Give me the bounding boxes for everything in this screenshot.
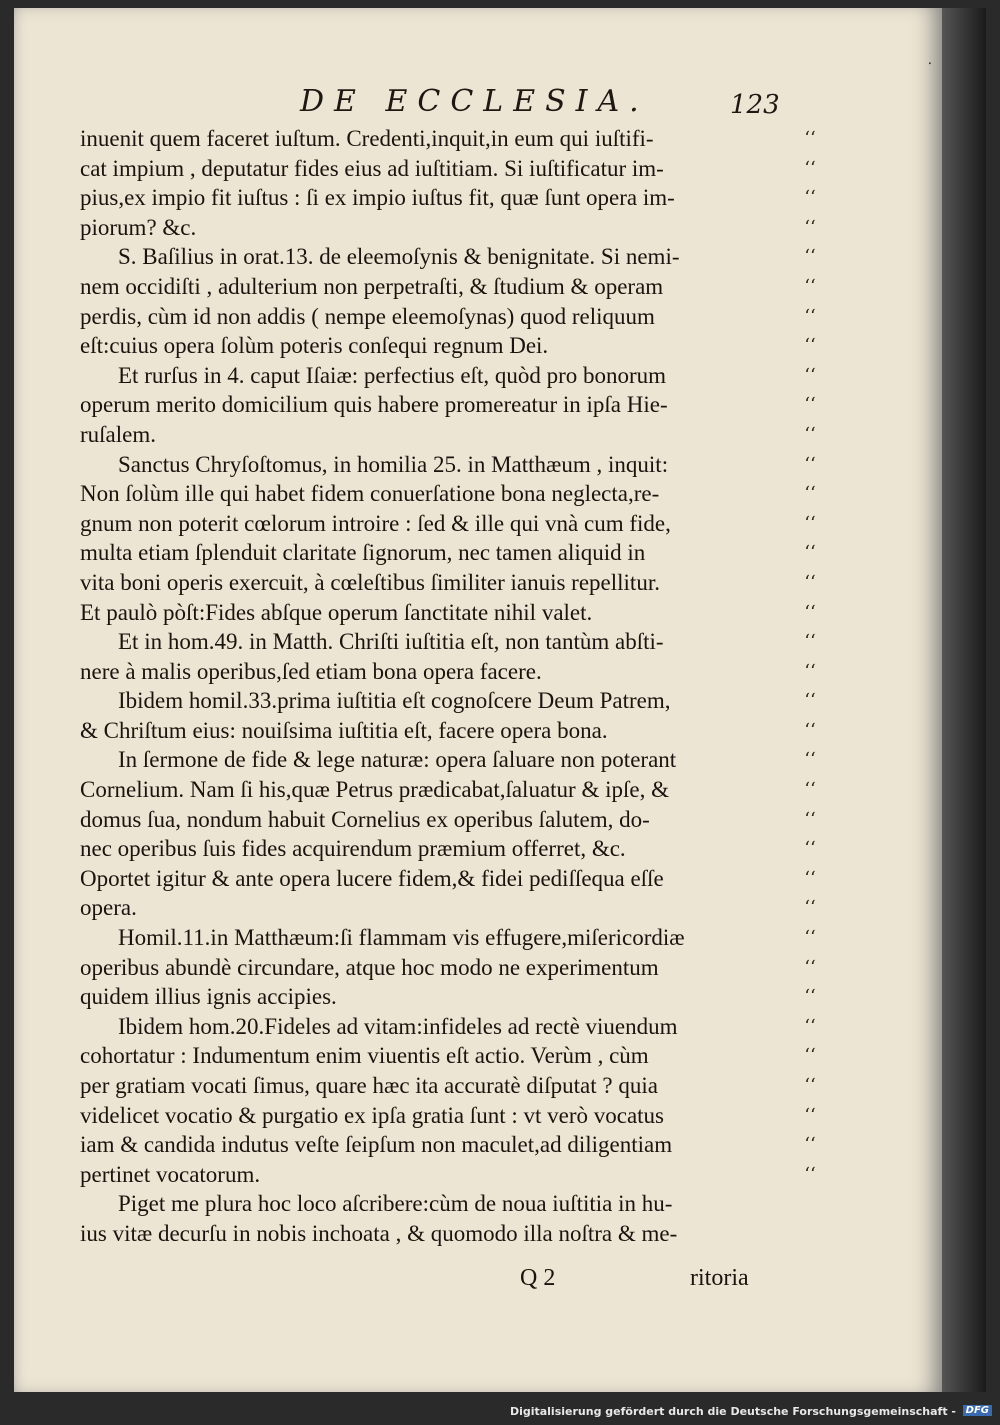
dfg-credit-text: Digitalisierung gefördert durch die Deutsche Forschungsgemeinschaft - bbox=[509, 1405, 956, 1418]
quote-mark: ‘‘ bbox=[804, 631, 816, 653]
text-line: iam & candida indutus veſte ſeipſum non maculet,ad diligentiam bbox=[80, 1132, 673, 1158]
quote-mark: ‘‘ bbox=[804, 601, 816, 623]
dfg-logo: DFG bbox=[963, 1405, 992, 1416]
text-line: Et rurſus in 4. caput Iſaiæ: perfectius eſt, quòd pro bonorum bbox=[118, 362, 667, 388]
text-line: Homil.11.in Matthæum:ſi flammam vis effugere,miſericordiæ bbox=[118, 925, 685, 951]
quote-mark: ‘‘ bbox=[804, 956, 816, 978]
text-line: opera. bbox=[80, 895, 137, 921]
text-line: Non ſolùm ille qui habet fidem conuerſatione bona neglecta,re- bbox=[80, 481, 660, 507]
text-line: Piget me plura hoc loco aſcribere:cùm de noua iuſtitia in hu- bbox=[118, 1191, 673, 1217]
quote-mark: ‘‘ bbox=[804, 719, 816, 741]
text-line: domus ſua, nondum habuit Cornelius ex operibus ſalutem, do- bbox=[80, 806, 650, 832]
quote-mark: ‘‘ bbox=[804, 660, 816, 682]
text-line: Et paulò pòſt:Fides abſque operum ſanctitate nihil valet. bbox=[80, 599, 593, 625]
quote-mark bbox=[790, 1219, 830, 1249]
text-line: cohortatur : Indumentum enim viuentis eſt actio. Verùm , cùm bbox=[80, 1043, 649, 1069]
signature-mark: Q 2 bbox=[520, 1265, 556, 1291]
quote-mark: ‘‘ bbox=[804, 571, 816, 593]
quote-mark: ‘‘ bbox=[804, 216, 816, 238]
quote-mark: ‘‘ bbox=[804, 779, 816, 801]
text-line: inuenit quem faceret iuſtum. Credenti,inquit,in eum qui iuſtifi- bbox=[80, 126, 654, 151]
catchword: ritoria bbox=[690, 1265, 749, 1291]
text-line: nem occidiſti , adulterium non perpetraſti, & ſtudium & operam bbox=[80, 273, 664, 299]
text-line: Ibidem hom.20.Fideles ad vitam:infideles ad rectè viuendum bbox=[118, 1013, 678, 1039]
quote-mark: ‘‘ bbox=[804, 128, 816, 149]
quote-mark: ‘‘ bbox=[804, 1104, 816, 1126]
text-line: nec operibus ſuis fides acquirendum præmium offerret, &c. bbox=[80, 836, 626, 862]
text-line: operum merito domicilium quis habere promereatur in ipſa Hie- bbox=[80, 392, 668, 418]
quote-mark: ‘‘ bbox=[804, 275, 816, 297]
quote-mark: ‘‘ bbox=[804, 897, 816, 919]
text-line: vita boni operis exercuit, à cœleſtibus ſimiliter ianuis repellitur. bbox=[80, 569, 660, 595]
text-line: cat impium , deputatur fides eius ad iuſtitiam. Si iuſtificatur im- bbox=[80, 155, 664, 181]
text-line: operibus abundè circundare, atque hoc modo ne experimentum bbox=[80, 954, 659, 980]
quote-mark: ‘‘ bbox=[804, 453, 816, 475]
quote-mark: ‘‘ bbox=[804, 986, 816, 1008]
text-line: videlicet vocatio & purgatio ex ipſa gratia ſunt : vt verò vocatus bbox=[80, 1102, 664, 1128]
text-line: piorum? &c. bbox=[80, 214, 197, 240]
quote-mark: ‘‘ bbox=[804, 512, 816, 534]
quote-mark: ‘‘ bbox=[804, 867, 816, 889]
page-number: 123 bbox=[730, 90, 780, 120]
text-line: Et in hom.49. in Matth. Chriſti iuſtitia eſt, non tantùm abſti- bbox=[118, 629, 664, 655]
text-line: Ibidem homil.33.prima iuſtitia eſt cognoſcere Deum Patrem, bbox=[118, 688, 671, 714]
text-line: Sanctus Chryſoſtomus, in homilia 25. in Matthæum , inquit: bbox=[118, 451, 669, 477]
text-line: S. Baſilius in orat.13. de eleemoſynis & benignitate. Si nemi- bbox=[118, 244, 680, 270]
text-line: pius,ex impio fit iuſtus : ſi ex impio iuſtus fit, quæ ſunt opera im- bbox=[80, 185, 675, 211]
running-header: DE ECCLESIA. bbox=[300, 84, 649, 119]
quote-mark: ‘‘ bbox=[804, 335, 816, 357]
quote-mark: ‘‘ bbox=[804, 187, 816, 209]
text-line: gnum non poterit cœlorum introire : ſed & ille qui vnà cum fide, bbox=[80, 510, 671, 536]
quote-mark: ‘‘ bbox=[804, 483, 816, 505]
quote-mark: ‘‘ bbox=[804, 838, 816, 860]
quote-mark: ‘‘ bbox=[804, 246, 816, 268]
quote-mark: ‘‘ bbox=[804, 1015, 816, 1037]
corner-mark: ⸱ bbox=[928, 56, 932, 72]
quote-mark: ‘‘ bbox=[804, 364, 816, 386]
text-line: & Chriſtum eius: nouiſsima iuſtitia eſt, facere opera bona. bbox=[80, 717, 608, 743]
body-text bbox=[80, 124, 780, 1249]
quote-mark bbox=[790, 1189, 830, 1219]
quote-mark: ‘‘ bbox=[804, 1045, 816, 1067]
text-line: ius vitæ decurſu in nobis inchoata , & quomodo illa noſtra & me- bbox=[80, 1220, 678, 1246]
page-edge-shadow bbox=[942, 8, 986, 1392]
quote-mark: ‘‘ bbox=[804, 423, 816, 445]
text-line: eſt:cuius opera ſolùm poteris conſequi regnum Dei. bbox=[80, 333, 549, 359]
quote-mark: ‘‘ bbox=[804, 749, 816, 771]
marginal-quote-marks bbox=[790, 124, 830, 1249]
quote-mark: ‘‘ bbox=[804, 1075, 816, 1096]
quote-mark: ‘‘ bbox=[804, 1163, 816, 1185]
text-line: per gratiam vocati ſimus, quare hæc ita accuratè diſputat ? quia bbox=[80, 1073, 658, 1098]
quote-mark: ‘‘ bbox=[804, 927, 816, 949]
quote-mark: ‘‘ bbox=[804, 394, 816, 416]
text-line: nere à malis operibus,ſed etiam bona opera facere. bbox=[80, 658, 542, 684]
quote-mark: ‘‘ bbox=[804, 808, 816, 830]
text-line: quidem illius ignis accipies. bbox=[80, 984, 337, 1010]
quote-mark: ‘‘ bbox=[804, 690, 816, 712]
text-line: perdis, cùm id non addis ( nempe eleemoſynas) quod reliquum bbox=[80, 303, 655, 329]
text-line: ruſalem. bbox=[80, 421, 156, 447]
text-line: Cornelium. Nam ſi his,quæ Petrus prædicabat,ſaluatur & ipſe, & bbox=[80, 777, 669, 803]
quote-mark: ‘‘ bbox=[804, 157, 816, 179]
text-line: In ſermone de fide & lege naturæ: opera ſaluare non poterant bbox=[118, 747, 677, 773]
text-line: Oportet igitur & ante opera lucere fidem,& fidei pediſſequa eſſe bbox=[80, 865, 664, 891]
quote-mark: ‘‘ bbox=[804, 305, 816, 327]
quote-mark: ‘‘ bbox=[804, 1134, 816, 1156]
text-line: multa etiam ſplenduit claritate ſignorum, nec tamen aliquid in bbox=[80, 540, 646, 566]
quote-mark: ‘‘ bbox=[804, 542, 816, 564]
text-line: pertinet vocatorum. bbox=[80, 1161, 261, 1187]
